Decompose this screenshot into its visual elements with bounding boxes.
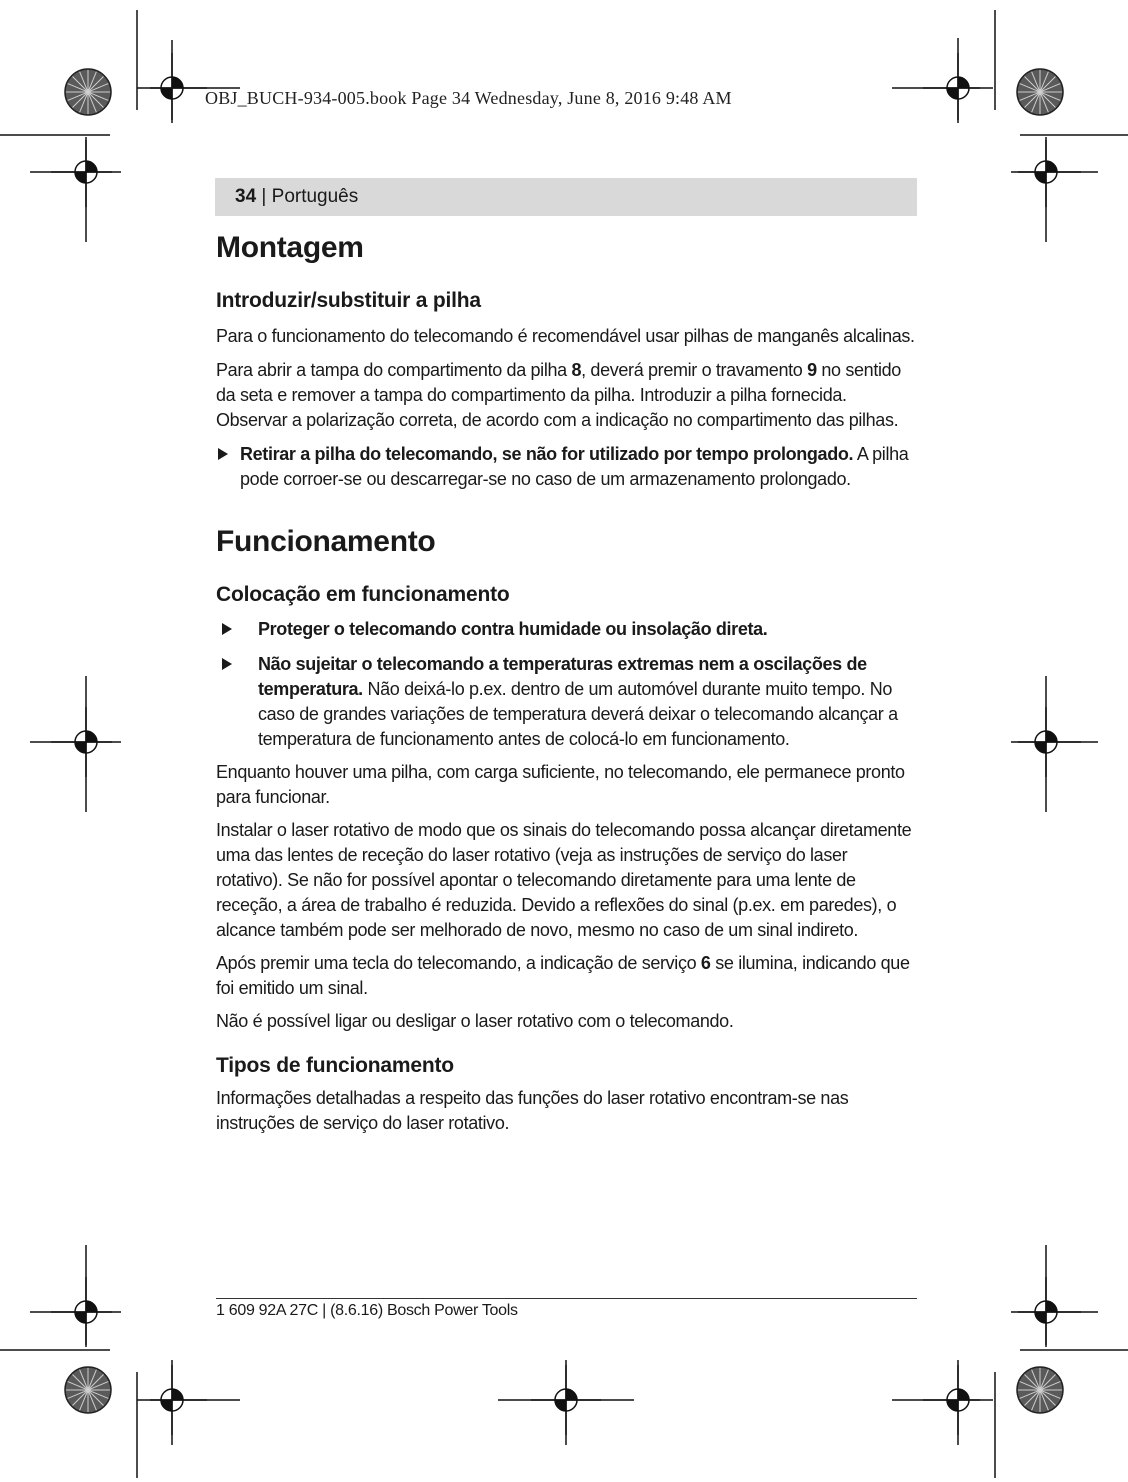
warning-bullet bbox=[216, 617, 916, 642]
warning-text: Não deixá-lo p.ex. dentro de um automóvel durante muito tempo. No caso de grandes variações de temperatura deverá deixar o telecomando alcançar a temperatura de funcionamento antes de colocá-lo em funcionamento. bbox=[258, 679, 898, 749]
text-run: no sentido da seta e remover a tampa do compartimento da pilha. Introduzir a pilha fornecida. Observar a polarização correta, de acordo com a indicação no compartimento das pilhas. bbox=[216, 360, 901, 430]
paragraph bbox=[216, 358, 916, 433]
paragraph bbox=[216, 951, 916, 1001]
footer-rule bbox=[216, 1298, 917, 1299]
paragraph: Para o funcionamento do telecomando é recomendável usar pilhas de manganês alcalinas. bbox=[216, 326, 915, 346]
section-title-funcionamento: Funcionamento bbox=[216, 525, 436, 558]
warning-bold-text: Proteger o telecomando contra humidade ou insolação direta. bbox=[258, 619, 768, 639]
page-number: 34 bbox=[235, 186, 257, 207]
subsection-title-modes: Tipos de funcionamento bbox=[216, 1054, 454, 1077]
text-run: se ilumina, indicando que foi emitido um sinal. bbox=[216, 953, 910, 998]
bullet-triangle-icon bbox=[222, 658, 232, 670]
page-header-band bbox=[215, 178, 917, 216]
warning-bullet bbox=[216, 652, 916, 752]
page-language: Português bbox=[271, 186, 359, 207]
warning-bold-text: Não sujeitar o telecomando a temperaturas extremas nem a oscilações de temperatura. bbox=[258, 654, 867, 699]
warning-text: A pilha pode corroer-se ou descarregar-se no caso de um armazenamento prolongado. bbox=[240, 444, 909, 489]
subsection-title-battery: Introduzir/substituir a pilha bbox=[216, 289, 481, 312]
paragraph: Informações detalhadas a respeito das funções do laser rotativo encontram-se nas instruções de serviço do laser rotativo. bbox=[216, 1088, 849, 1133]
page-header bbox=[235, 186, 358, 208]
section-title-montagem: Montagem bbox=[216, 231, 364, 264]
text-run: Após premir uma tecla do telecomando, a indicação de serviço bbox=[216, 953, 701, 973]
page-footer: 1 609 92A 27C | (8.6.16) Bosch Power Tools bbox=[216, 1302, 518, 1319]
subsection-title-startup: Colocação em funcionamento bbox=[216, 583, 510, 606]
reference-number: 9 bbox=[807, 360, 817, 380]
paragraph: Não é possível ligar ou desligar o laser rotativo com o telecomando. bbox=[216, 1011, 734, 1031]
reference-number: 8 bbox=[571, 360, 582, 380]
paragraph: Instalar o laser rotativo de modo que os sinais do telecomando possa alcançar diretamente uma das lentes de receção do laser rotativo (veja as instruções de serviço do laser rotativo). Se não for possível apontar o telecomando diretamente para uma lente de receção, a área de trabalho é reduzida. Devido a reflexões do sinal (p.ex. em paredes), o alcance também pode ser melhorado de novo, mesmo no caso de um sinal indireto. bbox=[216, 820, 912, 940]
text-run: Para abrir a tampa do compartimento da pilha bbox=[216, 360, 572, 380]
page-content bbox=[216, 226, 916, 1136]
warning-bullet bbox=[216, 442, 916, 492]
warning-bold-text: Retirar a pilha do telecomando, se não for utilizado por tempo prolongado. bbox=[240, 444, 854, 464]
bullet-triangle-icon bbox=[222, 623, 232, 635]
book-header: OBJ_BUCH-934-005.book Page 34 Wednesday, June 8, 2016 9:48 AM bbox=[205, 88, 732, 108]
paragraph: Enquanto houver uma pilha, com carga suficiente, no telecomando, ele permanece pronto para funcionar. bbox=[216, 762, 905, 807]
text-run: , deverá premir o travamento bbox=[581, 360, 808, 380]
page-header-separator: | bbox=[256, 186, 272, 207]
reference-number: 6 bbox=[700, 953, 711, 973]
bullet-triangle-icon bbox=[218, 448, 228, 460]
